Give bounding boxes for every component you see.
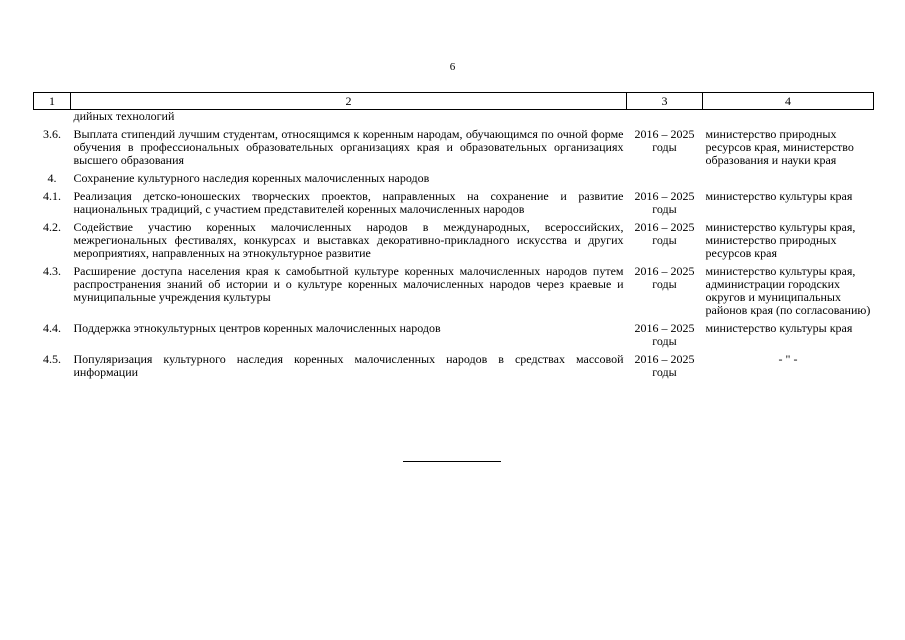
row-period: 2016 – 2025 годы <box>634 189 695 216</box>
row-description: Популяризация культурного наследия коренных малочисленных народов в средствах массовой информации <box>73 352 624 379</box>
row-responsible: министерство культуры края, министерство природных ресурсов края <box>705 220 856 260</box>
row-period: 2016 – 2025 годы <box>634 220 695 247</box>
page-number: 6 <box>449 61 456 73</box>
column-header-period: 3 <box>627 93 703 110</box>
row-description: Поддержка этнокультурных центров коренных малочисленных народов <box>73 321 441 335</box>
row-number: 4.2. <box>43 220 61 234</box>
row-description: Реализация детско-юношеских творческих проектов, направленных на сохранение и развитие национальных традиций, с участием представителей коренных малочисленных народов <box>73 189 624 216</box>
row-number: 4.1. <box>43 189 61 203</box>
row-responsible: - " - <box>778 352 798 366</box>
row-period <box>627 172 703 190</box>
row-number: 3.6. <box>43 127 61 141</box>
row-description: Выплата стипендий лучшим студентам, относящимся к коренным народам, обучающимся по очной форме обучения в профессиональных образовательных организациях края и образовательных организациях высшего образования <box>73 127 624 167</box>
table-row <box>34 221 874 265</box>
column-header-number: 1 <box>34 93 71 110</box>
row-period: 2016 – 2025 годы <box>634 321 695 348</box>
continuation-row <box>34 110 874 129</box>
row-responsible <box>703 172 874 190</box>
row-responsible: министерство культуры края <box>705 189 853 203</box>
table-row <box>34 128 874 172</box>
continuation-text: дийных технологий <box>73 109 175 123</box>
row-period: 2016 – 2025 годы <box>634 264 695 291</box>
column-header-description: 2 <box>71 93 627 110</box>
end-of-document-rule <box>403 461 501 462</box>
table-row <box>34 190 874 221</box>
row-number: 4.4. <box>43 321 61 335</box>
measures-table <box>33 92 874 384</box>
row-responsible: министерство культуры края <box>705 321 853 335</box>
row-period: 2016 – 2025 годы <box>634 127 695 154</box>
table-row <box>34 265 874 322</box>
table-header-row <box>34 93 874 110</box>
row-period: 2016 – 2025 годы <box>634 352 695 379</box>
row-number: 4.5. <box>43 352 61 366</box>
table-row <box>34 322 874 353</box>
row-description: Содействие участию коренных малочисленных народов в международных, всероссийских, межрегиональных фестивалях, конкурсах и выставках декоративно-прикладного искусства и других мероприятиях, направленных на этнокультурное развитие <box>73 220 624 260</box>
row-responsible: министерство природных ресурсов края, министерство образования и науки края <box>705 127 854 167</box>
row-description: Расширение доступа населения края к самобытной культуре коренных малочисленных народов путем распространения знаний об истории и о культуре коренных малочисленных народов через краевые и муниципальные учреждения культуры <box>73 264 624 304</box>
row-description: Сохранение культурного наследия коренных малочисленных народов <box>73 171 430 185</box>
table-section-row <box>34 172 874 190</box>
row-responsible: министерство культуры края, администрации городских округов и муниципальных районов края (по согласованию) <box>705 264 871 317</box>
row-number: 4.3. <box>43 264 61 278</box>
row-number: 4. <box>47 171 57 185</box>
table-row <box>34 353 874 384</box>
column-header-responsible: 4 <box>703 93 874 110</box>
